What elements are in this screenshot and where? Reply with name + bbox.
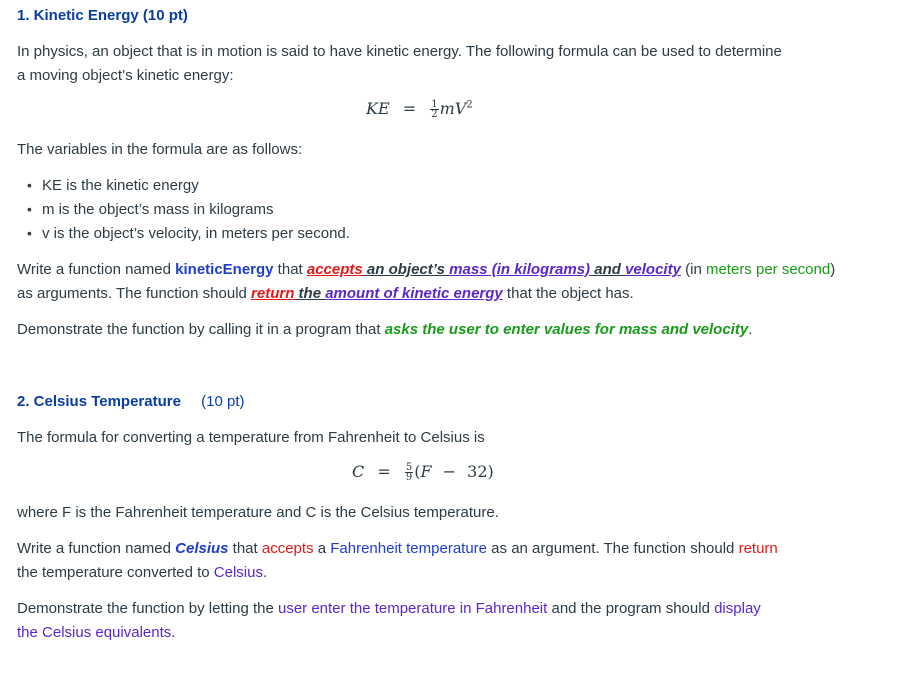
keyword-fahrenheit: Fahrenheit temperature	[330, 540, 488, 557]
formula-equals: =	[377, 462, 391, 481]
list-item-text: m is the object’s mass in kilograms	[42, 201, 274, 218]
keyword-mass: mass (in kilograms)	[449, 261, 591, 278]
keyword-accepts: accepts	[306, 261, 363, 278]
q2-paragraph-1b	[17, 564, 267, 581]
keyword-equivalents: the Celsius equivalents	[17, 624, 172, 641]
text: an object’s	[362, 261, 450, 278]
list-item-text: KE is the kinetic energy	[42, 177, 199, 194]
q1-paragraph-1b	[17, 285, 634, 302]
formula-lhs: KE	[366, 99, 390, 118]
bullet-icon: •	[27, 225, 32, 241]
list-item-text: v is the object’s velocity, in meters per second.	[42, 225, 350, 242]
list-item	[27, 225, 350, 242]
text: as an argument. The function should	[487, 540, 739, 557]
q2-intro: The formula for converting a temperature from Fahrenheit to Celsius is	[17, 429, 485, 446]
text: that the object has.	[502, 285, 634, 302]
keyword-amount: amount of kinetic energy	[325, 285, 503, 302]
fraction-denominator: 9	[405, 472, 413, 483]
keyword-return: return	[251, 285, 295, 302]
keyword-velocity: velocity	[625, 261, 681, 278]
text: Write a function named	[17, 261, 176, 278]
formula-rhs: mV	[439, 99, 467, 118]
text: .	[171, 624, 176, 641]
q2-points: (10 pt)	[201, 393, 245, 410]
q2-where: where F is the Fahrenheit temperature and C is the Celsius temperature.	[17, 504, 499, 521]
text: Write a function named	[17, 540, 176, 557]
q1-paragraph-2	[17, 321, 752, 338]
text: Demonstrate the function by calling it in a program that	[17, 321, 385, 338]
text: the	[294, 285, 326, 302]
formula-lhs: C	[352, 462, 365, 481]
keyword-ask-user: asks the user to enter values for mass and velocity	[384, 321, 749, 338]
fraction-denominator: 2	[431, 109, 438, 120]
text: as arguments. The function should	[17, 285, 252, 302]
text: .	[748, 321, 753, 338]
keyword-user-enter: user enter the temperature in Fahrenheit	[277, 600, 548, 617]
fraction-numerator: 5	[405, 462, 413, 473]
formula-equals: =	[402, 99, 417, 118]
keyword-display: display	[714, 600, 761, 617]
formula-variable: F	[420, 462, 432, 481]
keyword-celsius: Celsius	[213, 564, 263, 581]
function-name: kineticEnergy	[175, 261, 274, 278]
list-item	[27, 177, 199, 194]
celsius-formula	[352, 462, 494, 482]
text: that	[273, 261, 307, 278]
formula-exponent: 2	[466, 99, 473, 111]
q1-title: 1. Kinetic Energy (10 pt)	[17, 7, 188, 24]
formula-minus: −	[442, 462, 457, 481]
text: and the program should	[547, 600, 715, 617]
bullet-icon: •	[27, 201, 32, 217]
q2-paragraph-2b	[17, 624, 175, 641]
text: and	[590, 261, 626, 278]
formula-constant: 32	[467, 462, 488, 481]
q2-heading	[17, 393, 244, 410]
q1-paragraph-1	[17, 261, 835, 278]
paren-close: )	[487, 462, 494, 481]
text: that	[228, 540, 262, 557]
list-item	[27, 201, 274, 218]
q1-intro-line2: a moving object’s kinetic energy:	[17, 67, 234, 84]
bullet-icon: •	[27, 177, 32, 193]
q1-vars-intro: The variables in the formula are as follows:	[17, 141, 303, 158]
text: (in	[680, 261, 706, 278]
fraction-numerator: 1	[431, 99, 438, 110]
text: )	[830, 261, 836, 278]
q2-paragraph-2	[17, 600, 761, 617]
paren-open: (	[414, 462, 421, 481]
function-name: Celsius	[175, 540, 229, 557]
keyword-return: return	[738, 540, 778, 557]
formula-fraction	[430, 100, 438, 119]
keyword-units: meters per second	[705, 261, 831, 278]
q2-title: 2. Celsius Temperature	[17, 393, 181, 410]
formula-fraction	[405, 463, 413, 482]
q2-paragraph-1	[17, 540, 778, 557]
q1-intro-line1: In physics, an object that is in motion is said to have kinetic energy. The following formula can be used to determine	[17, 43, 782, 60]
text: the temperature converted to	[17, 564, 214, 581]
text: a	[313, 540, 331, 557]
kinetic-energy-formula	[366, 99, 473, 119]
text: .	[262, 564, 268, 581]
keyword-accepts: accepts	[261, 540, 314, 557]
text: Demonstrate the function by letting the	[17, 600, 278, 617]
